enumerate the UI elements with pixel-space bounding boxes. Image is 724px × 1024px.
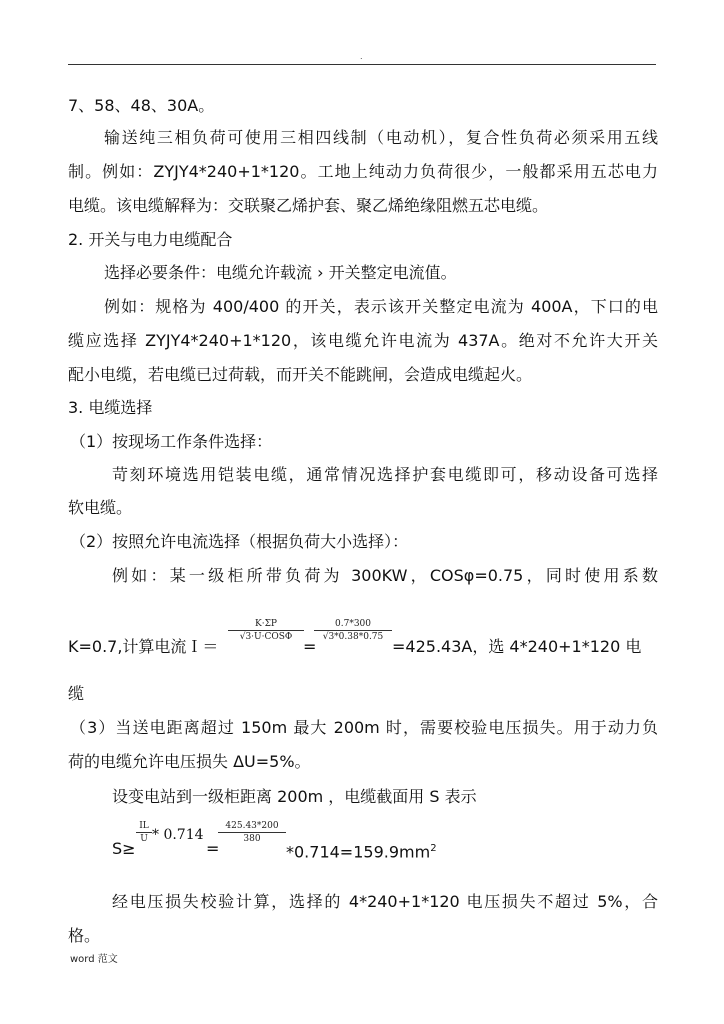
formula-equals: = [303,637,317,656]
formula-tail: =425.43A，选 4*240+1*120 电 [392,637,642,656]
text-line: 软电缆。 [68,498,133,517]
formula-fraction [218,820,286,845]
formula-lead: K=0.7,计算电流Ｉ＝ [68,637,219,656]
text-line: 电缆。该电缆解释为：交联聚乙烯护套、聚乙烯绝缘阻燃五芯电缆。 [68,196,549,215]
footer-text: word 范文 [70,954,118,965]
text-line: 例如：规格为 400/400 的开关，表示该开关整定电流为 400A，下口的电 [104,297,658,316]
fraction-denominator: U [140,834,148,844]
formula-fraction [314,618,392,643]
formula-fraction [136,820,152,845]
fraction-numerator: K·ΣP [254,619,277,629]
fraction-numerator: 425.43*200 [225,821,279,831]
fraction-numerator: 0.7*300 [335,619,371,629]
header-mark: . [360,52,363,61]
fraction-denominator: 380 [243,834,261,844]
formula-lead: S≥ [112,839,136,858]
text-line: 制。例如：ZYJY4*240+1*120。工地上纯动力负荷很少，一般都采用五芯电力 [68,162,658,181]
text-line: （2）按照允许电流选择（根据负荷大小选择）： [70,532,409,551]
text-line: 7、58、48、30A。 [68,96,215,115]
text-line: 设变电站到一级柜距离 200m ，电缆截面用 S 表示 [112,787,477,806]
text-line: 苛刻环境选用铠装电缆，通常情况选择护套电缆即可，移动设备可选择 [112,465,658,484]
text-line: 缆应选择 ZYJY4*240+1*120，该电缆允许电流为 437A。绝对不允许大开关 [68,331,658,350]
text-line: 输送纯三相负荷可使用三相四线制（电动机），复合性负荷必须采用五线 [104,128,658,147]
section-heading: 3. 电缆选择 [68,398,153,417]
text-line: 经电压损失校验计算，选择的 4*240+1*120 电压损失不超过 5%，合 [112,892,658,911]
text-line: 选择必要条件：电缆允许载流 › 开关整定电流值。 [104,263,457,282]
formula-equals: = [206,839,220,858]
text-line: （1）按现场工作条件选择： [70,432,273,451]
formula-factor: * 0.714 [152,827,204,843]
section-heading: 2. 开关与电力电缆配合 [68,230,233,249]
text-line: 配小电缆，若电缆已过荷载，而开关不能跳闸，会造成电缆起火。 [68,365,533,384]
fraction-numerator: IL [139,821,149,831]
fraction-denominator: √3*0.38*0.75 [322,632,384,642]
formula-result [286,838,437,863]
header-rule [68,64,656,65]
text-line: 荷的电缆允许电压损失 ΔU=5%。 [68,752,311,771]
formula-result-value: *0.714=159.9mm [286,842,431,862]
formula-fraction [228,618,304,643]
text-line: 例如：某一级柜所带负荷为 300KW，COSφ=0.75，同时使用系数 [112,566,658,585]
text-line: 格。 [68,926,101,945]
text-line: （3）当送电距离超过 150m 最大 200m 时，需要校验电压损失。用于动力负 [70,718,658,737]
text-line: 缆 [68,684,85,703]
fraction-denominator: √3·U·COSΦ [239,632,293,642]
formula-result-exponent: 2 [430,843,437,854]
